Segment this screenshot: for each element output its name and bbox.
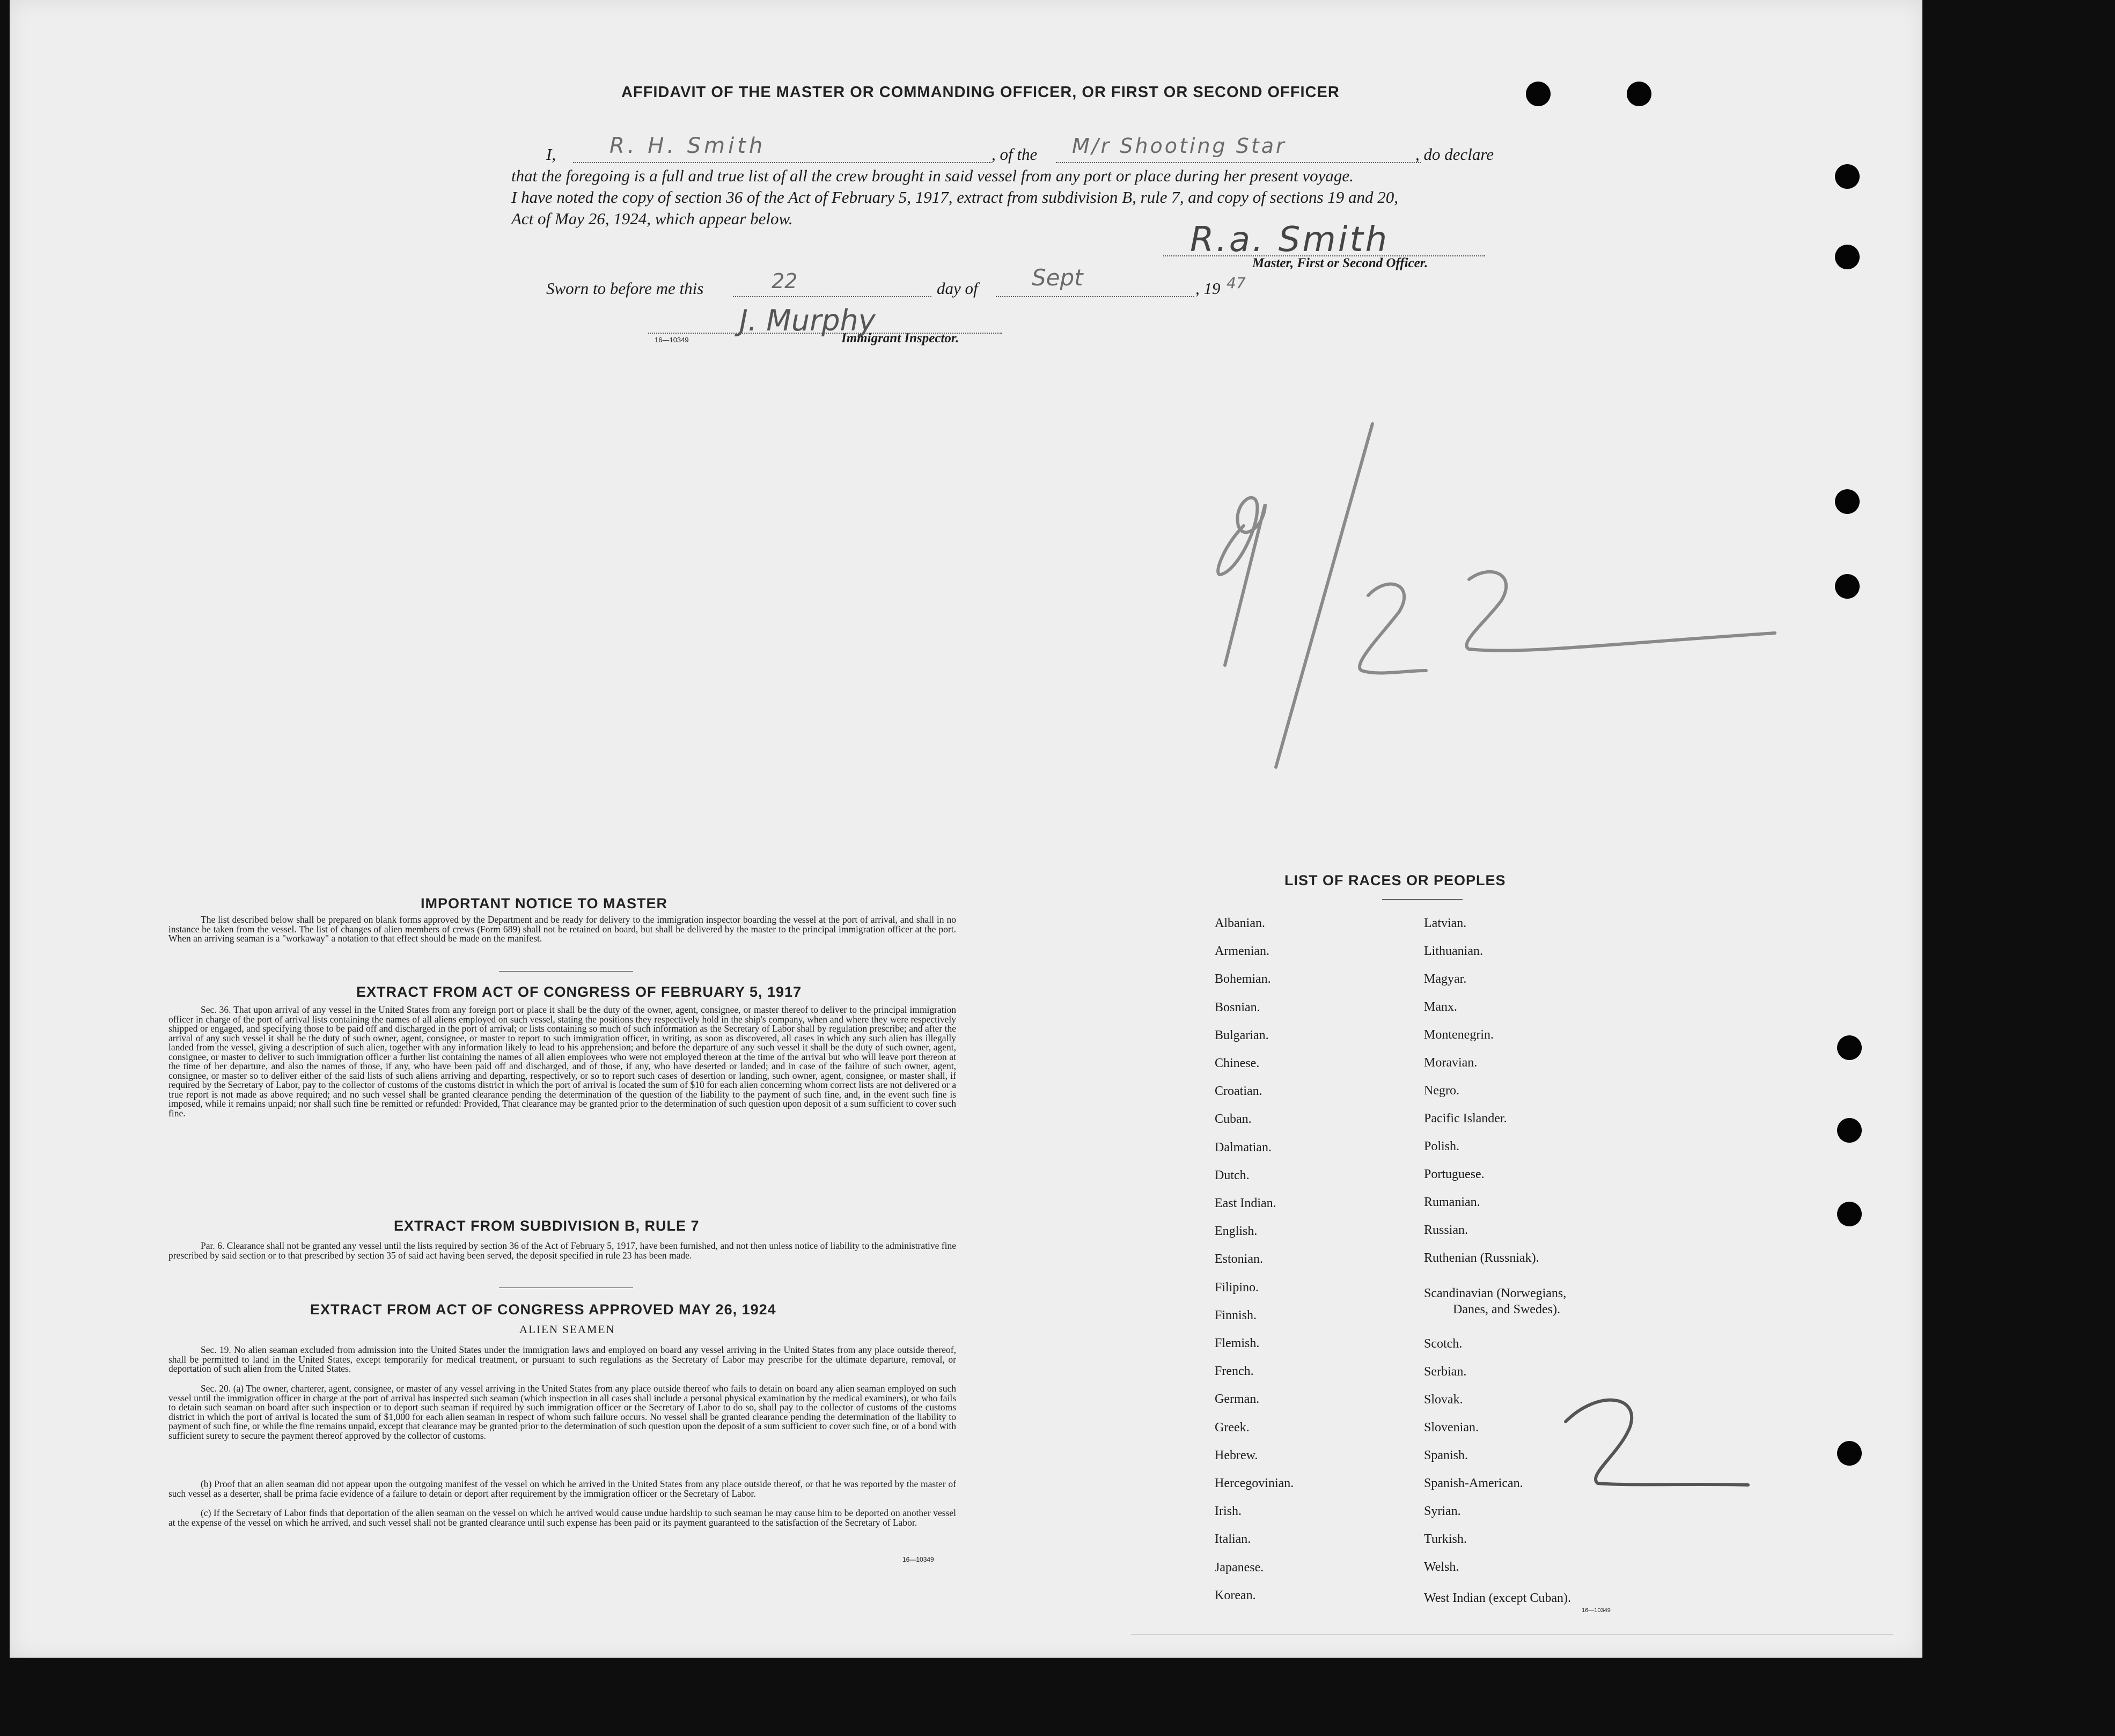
race-item: Slovak.	[1424, 1393, 1463, 1407]
race-item: Slovenian.	[1424, 1421, 1479, 1435]
day-of-label: day of	[937, 279, 978, 298]
form-number-top: 16—10349	[655, 336, 689, 344]
race-item: East Indian.	[1215, 1196, 1276, 1210]
race-item: Japanese.	[1215, 1560, 1264, 1575]
affidavit-title: AFFIDAVIT OF THE MASTER OR COMMANDING OFFICER, OR FIRST OR SECOND OFFICER	[621, 84, 1340, 101]
extract-1924-subtitle: ALIEN SEAMEN	[519, 1323, 615, 1336]
sworn-month: Sept	[1032, 264, 1083, 291]
race-item: Magyar.	[1424, 972, 1467, 986]
race-item: Greek.	[1215, 1420, 1250, 1435]
sworn-year: 47	[1227, 274, 1246, 292]
pencil-annotation-9-22	[1201, 418, 1791, 794]
punch-hole	[1835, 245, 1860, 269]
race-item: Irish.	[1215, 1504, 1242, 1519]
extract-1924-sec19: Sec. 19. No alien seaman excluded from admission into the United States under the immigration laws and employed on board any vessel arriving in the United States from any place outside thereof, shall be permitted to land in the United States, except temporarily for medical treatment, or pursuant to such regulations as the Secretary of Labor may prescribe for the ultimate departure, removal, or deportation of such alien from the United States.	[168, 1344, 956, 1374]
race-item: Montenegrin.	[1424, 1028, 1494, 1042]
sworn-line	[546, 264, 1297, 299]
race-item: Spanish-American.	[1424, 1476, 1523, 1490]
punch-hole	[1627, 82, 1651, 106]
race-item: English.	[1215, 1224, 1258, 1239]
form-number-bottom-right: 16—10349	[1582, 1607, 1611, 1614]
extract-rule7-title: EXTRACT FROM SUBDIVISION B, RULE 7	[394, 1218, 700, 1234]
declaration-line-1	[546, 134, 1512, 165]
race-item: Armenian.	[1215, 944, 1269, 959]
race-item: Portuguese.	[1424, 1167, 1485, 1181]
race-item: Russian.	[1424, 1223, 1468, 1237]
punch-hole	[1837, 1035, 1862, 1060]
race-item: Lithuanian.	[1424, 944, 1483, 958]
race-item: Finnish.	[1215, 1308, 1257, 1322]
declaration-line-2: that the foregoing is a full and true list of all the crew brought in said vessel from any port or place during her present voyage.	[511, 166, 1354, 185]
master-name: R. H. Smith	[609, 134, 766, 158]
punch-hole	[1837, 1441, 1862, 1466]
punch-hole	[1837, 1118, 1862, 1143]
sworn-label: Sworn to before me this	[546, 279, 704, 298]
year-prefix: , 19	[1195, 279, 1221, 298]
race-item: Manx.	[1424, 1000, 1457, 1014]
extract-1917-body: Sec. 36. That upon arrival of any vessel in the United States from any foreign port or place it shall be the duty of the owner, agent, consignee, or master thereof to deliver to the principal immigration officer in charge of the port of arrival lists containing the names of all aliens employed on such vessel, stating the positions they respectively hold in the ship's company, when and where they were respectively shipped or engaged, and specifying those to be paid off and discharged in the port of arrival; or lists containing so much of such information as the Secretary of Labor shall by regulation prescribe; and after the arrival of any such vessel it shall be the duty of such owner, agent, consignee, or master to report to such immigration officer, in writing, as soon as discovered, all cases in which any such alien has illegally landed from the vessel, giving a description of such alien, together with any information likely to lead to his apprehension; and before the departure of any such vessel it shall be the duty of such owner, agent, consignee, or master to deliver to such immigration officer a further list containing the names of all alien employees who were not employed thereon at the time of the arrival but who will leave port thereon at the time of her departure, and also the names of those, if any, who have been paid off and discharged, and of those, if any, who have deserted or landed; and in case of the failure of such owner, agent, consignee, or master so to deliver either of the said lists of such aliens arriving and departing, respectively, or so to report such cases of desertion or landing, such owner, agent, consignee, or master shall, if required by the Secretary of Labor, pay to the collector of customs of the customs district in which the port of arrival is located the sum of $10 for each alien concerning whom correct lists are not delivered or a true report is not made as above required; and no such vessel shall be granted clearance pending the determination of the question of the liability to the payment of such fine, and, in the event such fine is imposed, while it remains unpaid; nor shall such fine be remitted or refunded: Provided, That clearance may be granted prior to the determination of such question upon deposit of a sum sufficient to cover such fine.	[168, 1004, 956, 1119]
sworn-day: 22	[772, 269, 798, 293]
notice-body: The list described below shall be prepared on blank forms approved by the Department and be ready for delivery to the immigration inspector boarding the vessel at the port of arrival, and shall in no instance be taken from the vessel. The list of changes of alien members of crews (Form 689) shall not be retained on board, but shall be delivered by the master to the principal immigration officer at the port. When an arriving seaman is a "workaway" a notation to that effect should be made on the manifest.	[168, 914, 956, 944]
race-item: Dalmatian.	[1215, 1140, 1272, 1154]
race-item: Bulgarian.	[1215, 1028, 1269, 1042]
declaration-line-3: I have noted the copy of section 36 of the Act of February 5, 1917, extract from subdivision B, rule 7, and copy of sections 19 and 20,	[511, 188, 1399, 207]
extract-rule7-body: Par. 6. Clearance shall not be granted any vessel until the lists required by section 36 of the Act of February 5, 1917, have been furnished, and not then unless notice of liability to the administrative fine prescribed by said section or to that prescribed by section 35 of said act having been served, the deposit specified in rule 23 has been made.	[168, 1240, 956, 1261]
race-item: Pacific Islander.	[1424, 1112, 1507, 1126]
race-item: Ruthenian (Russniak).	[1424, 1251, 1539, 1265]
race-item: Latvian.	[1424, 916, 1467, 930]
punch-hole	[1835, 164, 1860, 189]
race-item: Albanian.	[1215, 916, 1265, 930]
form-number-bottom-left: 16—10349	[902, 1556, 934, 1563]
race-item: Syrian.	[1424, 1504, 1461, 1518]
punch-hole	[1837, 1202, 1862, 1226]
races-title: LIST OF RACES OR PEOPLES	[1284, 872, 1506, 888]
inspector-label: Immigrant Inspector.	[841, 331, 959, 345]
race-item: Dutch.	[1215, 1168, 1250, 1182]
race-item: Hercegovinian.	[1215, 1476, 1294, 1490]
race-item: Welsh.	[1424, 1560, 1459, 1574]
vessel-name: M/r Shooting Star	[1072, 134, 1287, 158]
extract-1924-sec20b: (b) Proof that an alien seaman did not appear upon the outgoing manifest of the vessel on which he arrived in the United States from any place outside thereof, or that he was reported by the master of such vessel as a deserter, shall be prima facie evidence of a failure to detain or deport after requirement by the immigration officer or the Secretary of Labor.	[168, 1478, 956, 1499]
race-item: Moravian.	[1424, 1056, 1478, 1070]
extract-1917-title: EXTRACT FROM ACT OF CONGRESS OF FEBRUARY 5, 1917	[356, 984, 802, 1000]
master-signature-label: Master, First or Second Officer.	[1252, 256, 1428, 270]
race-item: Flemish.	[1215, 1336, 1260, 1350]
race-item: French.	[1215, 1364, 1254, 1379]
race-item: Italian.	[1215, 1532, 1251, 1547]
race-item: Polish.	[1424, 1139, 1460, 1153]
race-item: Bosnian.	[1215, 1000, 1260, 1014]
extract-1924-sec20a: Sec. 20. (a) The owner, charterer, agent, consignee, or master of any vessel arriving in the United States from any place outside thereof who fails to detain on board any alien seaman employed on such vessel until the immigration officer in charge at the port of arrival has inspected such seaman (which inspection in all cases shall include a personal physical examination by the medical examiners), or who fails to detain such seaman on board after such inspection or to deport such seaman if required by such immigration officer or the Secretary of Labor to do so, shall pay to the collector of customs of the customs district in which the port of arrival is located the sum of $1,000 for each alien seaman in respect of whom such failure occurs. No vessel shall be granted clearance pending the determination of the liability to payment of such fine, or while the fine remains unpaid, except that clearance may be granted prior to the determination of such question upon the deposit of a sum sufficient to cover such fine, or of a bond with sufficient surety to secure the payment thereof approved by the collector of customs.	[168, 1383, 956, 1441]
race-item: Danes, and Swedes).	[1453, 1303, 1560, 1316]
race-item: Spanish.	[1424, 1448, 1468, 1462]
race-item: Filipino.	[1215, 1280, 1259, 1294]
race-item: Negro.	[1424, 1084, 1459, 1098]
race-item: Croatian.	[1215, 1084, 1262, 1099]
race-item: Cuban.	[1215, 1112, 1252, 1127]
race-item: Turkish.	[1424, 1532, 1467, 1546]
i-label: I,	[546, 145, 556, 164]
pencil-annotation-2	[1555, 1384, 1759, 1491]
extract-1924-sec20c: (c) If the Secretary of Labor finds that deportation of the alien seaman on the vessel on which he arrived would cause undue hardship to such seaman he may cause him to be deported on another vessel at the expense of the vessel on which he arrived, and such vessel shall not be granted clearance until such expense has been paid or its payment guaranteed to the satisfaction of the Secretary of Labor.	[168, 1507, 956, 1528]
race-item: Scandinavian (Norwegians,	[1424, 1286, 1567, 1300]
inspector-signature: J. Murphy	[739, 304, 876, 337]
of-the-label: , of the	[992, 145, 1038, 164]
race-item: West Indian (except Cuban).	[1424, 1591, 1571, 1605]
fold-line	[1131, 1634, 1893, 1635]
race-item: Estonian.	[1215, 1252, 1263, 1267]
punch-hole	[1835, 489, 1860, 514]
race-item: Rumanian.	[1424, 1195, 1480, 1209]
race-item: Chinese.	[1215, 1056, 1260, 1070]
race-item: Hebrew.	[1215, 1448, 1258, 1462]
punch-hole	[1526, 82, 1551, 106]
punch-hole	[1835, 574, 1860, 599]
race-item: Serbian.	[1424, 1365, 1467, 1379]
do-declare-label: , do declare	[1415, 145, 1494, 164]
race-item: Scotch.	[1424, 1337, 1463, 1351]
master-signature: R.a. Smith	[1190, 220, 1390, 260]
notice-title: IMPORTANT NOTICE TO MASTER	[421, 895, 667, 911]
extract-1924-title: EXTRACT FROM ACT OF CONGRESS APPROVED MAY 26, 1924	[310, 1301, 776, 1318]
race-item: Korean.	[1215, 1588, 1256, 1602]
declaration-line-4: Act of May 26, 1924, which appear below.	[511, 209, 793, 228]
race-item: Bohemian.	[1215, 972, 1271, 987]
race-item: German.	[1215, 1392, 1260, 1407]
document-page	[10, 0, 1922, 1658]
